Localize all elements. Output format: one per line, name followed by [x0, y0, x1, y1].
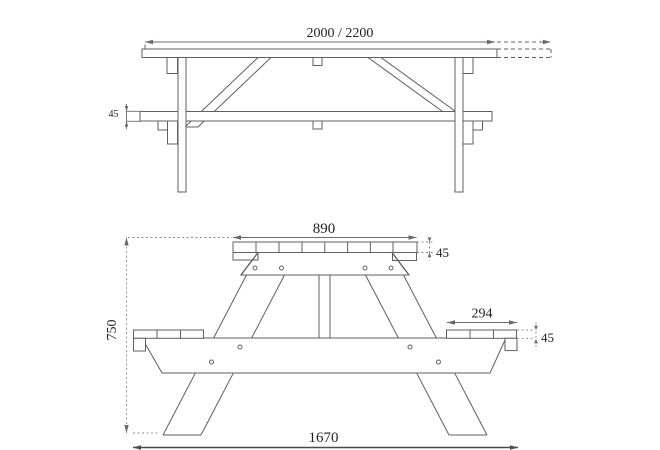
- front-tabletop-thickness-label: 45: [436, 245, 449, 260]
- side-leg-left: [178, 58, 186, 193]
- side-tabletop: [142, 49, 497, 58]
- front-table-bearer: [241, 253, 409, 276]
- front-seat-thickness-dimension: [517, 323, 536, 351]
- front-seat-beam: [142, 338, 506, 373]
- side-view: [109, 26, 552, 192]
- side-length-label: 2000 / 2200: [306, 26, 374, 41]
- side-seat-thickness-label: 45: [108, 109, 119, 120]
- front-tabletop-planks: [233, 242, 417, 253]
- front-tabletop-thickness-dimension: [417, 238, 434, 261]
- front-table-bearer-end-left: [233, 253, 258, 261]
- front-overall-width-label: 1670: [308, 430, 339, 446]
- front-table-bearer-end-right: [393, 253, 417, 261]
- front-tabletop-width-label: 890: [312, 221, 336, 237]
- front-height-label: 750: [105, 319, 120, 341]
- front-seat-thickness-label: 45: [541, 330, 554, 345]
- side-tabletop-extension-dashed: [497, 49, 551, 58]
- front-centre-post: [319, 275, 330, 338]
- side-length-dimension: [145, 40, 551, 49]
- front-seat-width-label: 294: [471, 306, 493, 322]
- side-mid-seat-bearer: [313, 121, 322, 129]
- front-view: [105, 221, 554, 450]
- side-seat-thickness-dimension: [125, 104, 141, 129]
- side-bench-seat: [140, 112, 492, 122]
- side-mid-table-bearer: [313, 58, 322, 66]
- side-leg-right: [455, 58, 463, 193]
